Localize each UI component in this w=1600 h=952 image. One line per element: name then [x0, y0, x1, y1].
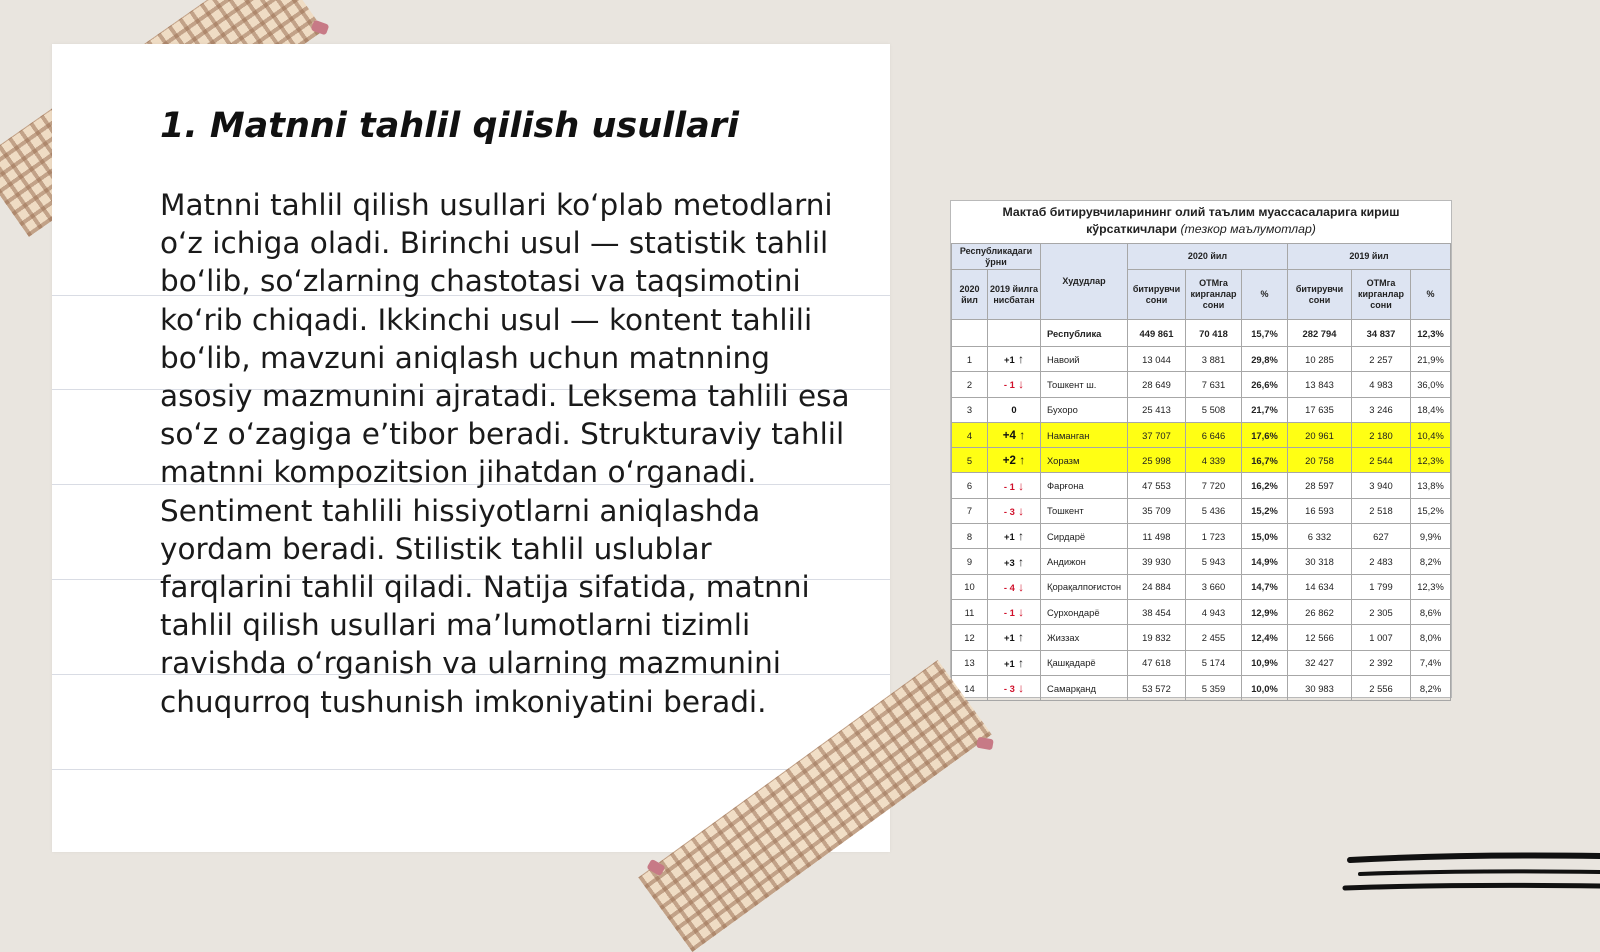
rank-change-value: - 1 [1003, 480, 1015, 492]
rank-change-value: +4 [1002, 430, 1016, 443]
header-admitted-2020: ОТМга кирганлар сони [1186, 270, 1242, 320]
grads-2019-cell: 12 566 [1288, 625, 1352, 650]
grads-2019-cell: 10 285 [1288, 347, 1352, 372]
rank-cell: 11 [952, 599, 988, 624]
arrow-up-icon: ↑ [1015, 453, 1026, 468]
rank-cell: 1 [952, 347, 988, 372]
pct-2019-cell: 9,9% [1411, 524, 1451, 549]
change-cell [988, 397, 1041, 422]
rank-cell: 6 [952, 473, 988, 498]
arrow-up-icon: ↑ [1014, 554, 1025, 569]
rank-change-value: - 1 [1003, 607, 1015, 619]
rank-change-value: +1 [1003, 632, 1015, 644]
grads-2019-cell: 13 843 [1288, 372, 1352, 397]
rank-change-value: +1 [1003, 657, 1015, 669]
pct-2019-cell: 12,3% [1411, 574, 1451, 599]
header-grads-2020: битирувчи сони [1128, 270, 1186, 320]
header-year-2020: 2020 йил [1128, 244, 1288, 270]
admitted-2019-cell: 3 246 [1352, 397, 1411, 422]
pct-2020-cell: 12,9% [1242, 599, 1288, 624]
grads-2019-cell: 6 332 [1288, 524, 1352, 549]
arrow-up-icon: ↑ [1014, 352, 1025, 367]
republic-row [952, 320, 1451, 347]
grads-2020-cell: 28 649 [1128, 372, 1186, 397]
arrow-up-icon: ↑ [1014, 529, 1025, 544]
pct-2019-cell: 8,2% [1411, 549, 1451, 574]
region-cell: Қорақалпоғистон [1041, 574, 1128, 599]
rank-cell: 12 [952, 625, 988, 650]
region-cell: Наманган [1041, 422, 1128, 447]
admitted-2019-cell: 2 257 [1352, 347, 1411, 372]
region-cell: Андижон [1041, 549, 1128, 574]
grads-2019-cell: 32 427 [1288, 650, 1352, 675]
region-cell: Қашқадарё [1041, 650, 1128, 675]
ruled-line [52, 769, 890, 770]
pct-2019-cell: 18,4% [1411, 397, 1451, 422]
republic-p2019: 12,3% [1411, 320, 1451, 347]
grads-2019-cell: 30 983 [1288, 675, 1352, 700]
change-cell [988, 574, 1041, 599]
table-row [952, 524, 1451, 549]
pct-2020-cell: 16,7% [1242, 448, 1288, 473]
admitted-2019-cell: 2 518 [1352, 498, 1411, 523]
region-cell: Самарқанд [1041, 675, 1128, 700]
admitted-2019-cell: 4 983 [1352, 372, 1411, 397]
region-cell: Хоразм [1041, 448, 1128, 473]
arrow-down-icon: ↓ [1014, 605, 1025, 620]
pct-2019-cell: 7,4% [1411, 650, 1451, 675]
admitted-2020-cell: 5 436 [1186, 498, 1242, 523]
grads-2020-cell: 38 454 [1128, 599, 1186, 624]
pct-2019-cell: 12,3% [1411, 448, 1451, 473]
table-title-line1: Мактаб битирувчиларининг олий таълим муассасаларига кириш [1002, 205, 1400, 219]
grads-2020-cell: 47 618 [1128, 650, 1186, 675]
region-cell: Бухоро [1041, 397, 1128, 422]
change-cell [988, 473, 1041, 498]
header-rank-change: 2019 йилга нисбатан [988, 270, 1041, 320]
admitted-2020-cell: 5 508 [1186, 397, 1242, 422]
grads-2019-cell: 16 593 [1288, 498, 1352, 523]
rank-cell: 7 [952, 498, 988, 523]
grads-2020-cell: 37 707 [1128, 422, 1186, 447]
grads-2020-cell: 24 884 [1128, 574, 1186, 599]
table-row [952, 650, 1451, 675]
table-row [952, 448, 1451, 473]
arrow-up-icon: ↑ [1014, 630, 1025, 645]
republic-g2019: 282 794 [1288, 320, 1352, 347]
pct-2020-cell: 29,8% [1242, 347, 1288, 372]
admitted-2020-cell: 7 720 [1186, 473, 1242, 498]
rank-change-value: +1 [1003, 531, 1015, 543]
admitted-2020-cell: 5 359 [1186, 675, 1242, 700]
header-rank-group: Республикадаги ўрни [952, 244, 1041, 270]
table-row [952, 599, 1451, 624]
rank-change-value: 0 [1011, 404, 1017, 416]
header-rank-2020: 2020 йил [952, 270, 988, 320]
brush-strokes-decoration [1340, 840, 1600, 900]
header-grads-2019: битирувчи сони [1288, 270, 1352, 320]
change-cell [988, 524, 1041, 549]
republic-a2019: 34 837 [1352, 320, 1411, 347]
table-title-line2: кўрсаткичлари [1086, 222, 1178, 236]
republic-g2020: 449 861 [1128, 320, 1186, 347]
arrow-down-icon: ↓ [1014, 478, 1025, 493]
grads-2019-cell: 17 635 [1288, 397, 1352, 422]
admitted-2020-cell: 3 881 [1186, 347, 1242, 372]
admitted-2019-cell: 2 556 [1352, 675, 1411, 700]
rank-change-value: +2 [1002, 455, 1016, 468]
rank-cell: 2 [952, 372, 988, 397]
pct-2019-cell: 8,0% [1411, 625, 1451, 650]
region-cell: Тошкент ш. [1041, 372, 1128, 397]
change-cell [988, 625, 1041, 650]
pct-2019-cell: 21,9% [1411, 347, 1451, 372]
admitted-2020-cell: 7 631 [1186, 372, 1242, 397]
slide-body-text: Matnni tahlil qilish usullari ko‘plab metodlarni o‘z ichiga oladi. Birinchi usul — statistik tahlil bo‘lib, so‘zlarning chastotasi va taqsimotini ko‘rib chiqadi. Ikkinchi usul — kontent tahlili bo‘lib, mavzuni aniqlash uchun matnning asosiy mazmunini ajratadi. Leksema tahlili esa so‘z o‘zagiga e’tibor beradi. Strukturaviy tahlil matnni kompozitsion jihatdan o‘rganadi. Sentiment tahlili hissiyotlarni aniqlashda yordam beradi. Stilistik tahlil uslublar farqlarini tahlil qiladi. Natija sifatida, matnni tahlil qilish usullari ma’lumotlarni tizimli ravishda o‘rganish va ularning mazmunini chuqurroq tushunish imkoniyatini beradi. [160, 188, 850, 719]
rank-change-value: - 3 [1003, 505, 1015, 517]
grads-2020-cell: 11 498 [1128, 524, 1186, 549]
arrow-up-icon: ↑ [1015, 428, 1026, 443]
rank-cell: 4 [952, 422, 988, 447]
pct-2020-cell: 21,7% [1242, 397, 1288, 422]
region-cell: Тошкент [1041, 498, 1128, 523]
admitted-2019-cell: 3 940 [1352, 473, 1411, 498]
grads-2019-cell: 26 862 [1288, 599, 1352, 624]
change-cell [988, 347, 1041, 372]
admitted-2020-cell: 1 723 [1186, 524, 1242, 549]
arrow-down-icon: ↓ [1014, 579, 1025, 594]
rank-change-value: +3 [1003, 556, 1015, 568]
pct-2020-cell: 15,0% [1242, 524, 1288, 549]
grads-2020-cell: 35 709 [1128, 498, 1186, 523]
rank-change-value: - 1 [1003, 379, 1015, 391]
arrow-down-icon: ↓ [1014, 503, 1025, 518]
admitted-2019-cell: 1 007 [1352, 625, 1411, 650]
admissions-table [950, 200, 1452, 698]
change-cell [988, 675, 1041, 700]
arrow-up-icon: ↑ [1014, 655, 1025, 670]
grads-2020-cell: 13 044 [1128, 347, 1186, 372]
table-row [952, 675, 1451, 700]
pct-2019-cell: 10,4% [1411, 422, 1451, 447]
table-row [952, 549, 1451, 574]
admitted-2020-cell: 6 646 [1186, 422, 1242, 447]
admitted-2020-cell: 3 660 [1186, 574, 1242, 599]
admitted-2020-cell: 5 174 [1186, 650, 1242, 675]
header-pct-2019: % [1411, 270, 1451, 320]
change-cell [988, 372, 1041, 397]
table-row [952, 473, 1451, 498]
admitted-2019-cell: 2 544 [1352, 448, 1411, 473]
admitted-2020-cell: 5 943 [1186, 549, 1242, 574]
admitted-2019-cell: 2 305 [1352, 599, 1411, 624]
admitted-2019-cell: 2 392 [1352, 650, 1411, 675]
change-cell [988, 549, 1041, 574]
admitted-2019-cell: 627 [1352, 524, 1411, 549]
admitted-2020-cell: 2 455 [1186, 625, 1242, 650]
grads-2020-cell: 53 572 [1128, 675, 1186, 700]
tape-tip-decoration [976, 737, 994, 751]
admitted-2019-cell: 2 180 [1352, 422, 1411, 447]
pct-2020-cell: 15,2% [1242, 498, 1288, 523]
header-pct-2020: % [1242, 270, 1288, 320]
table-row [952, 372, 1451, 397]
rank-cell: 9 [952, 549, 988, 574]
rank-change-value: +1 [1003, 354, 1015, 366]
table-row [952, 574, 1451, 599]
arrow-down-icon: ↓ [1014, 681, 1025, 695]
region-cell: Сирдарё [1041, 524, 1128, 549]
grads-2020-cell: 47 553 [1128, 473, 1186, 498]
pct-2019-cell: 13,8% [1411, 473, 1451, 498]
change-cell [988, 599, 1041, 624]
table-row [952, 625, 1451, 650]
rank-cell: 14 [952, 675, 988, 700]
region-cell: Сурхондарё [1041, 599, 1128, 624]
header-region: Худудлар [1041, 244, 1128, 320]
grads-2020-cell: 19 832 [1128, 625, 1186, 650]
rank-cell: 10 [952, 574, 988, 599]
grads-2019-cell: 20 961 [1288, 422, 1352, 447]
change-cell [988, 650, 1041, 675]
table-row [952, 422, 1451, 447]
admitted-2020-cell: 4 339 [1186, 448, 1242, 473]
rank-cell: 3 [952, 397, 988, 422]
table-title [951, 201, 1451, 243]
region-cell: Навоий [1041, 347, 1128, 372]
pct-2020-cell: 16,2% [1242, 473, 1288, 498]
pct-2020-cell: 12,4% [1242, 625, 1288, 650]
grads-2020-cell: 25 998 [1128, 448, 1186, 473]
rank-cell: 5 [952, 448, 988, 473]
pct-2019-cell: 8,2% [1411, 675, 1451, 700]
pct-2020-cell: 14,7% [1242, 574, 1288, 599]
slide-title: 1. Matnni tahlil qilish usullari [160, 106, 739, 146]
pct-2020-cell: 10,0% [1242, 675, 1288, 700]
pct-2019-cell: 36,0% [1411, 372, 1451, 397]
rank-change-value: - 3 [1003, 683, 1015, 694]
region-cell: Жиззах [1041, 625, 1128, 650]
pct-2020-cell: 14,9% [1242, 549, 1288, 574]
pct-2020-cell: 10,9% [1242, 650, 1288, 675]
table-title-note: (тезкор маълумотлар) [1180, 222, 1316, 236]
grads-2020-cell: 39 930 [1128, 549, 1186, 574]
grads-2019-cell: 14 634 [1288, 574, 1352, 599]
admitted-2019-cell: 2 483 [1352, 549, 1411, 574]
region-cell: Фарғона [1041, 473, 1128, 498]
pct-2019-cell: 8,6% [1411, 599, 1451, 624]
republic-name: Республика [1041, 320, 1128, 347]
change-cell [988, 422, 1041, 447]
republic-a2020: 70 418 [1186, 320, 1242, 347]
grads-2019-cell: 28 597 [1288, 473, 1352, 498]
pct-2020-cell: 17,6% [1242, 422, 1288, 447]
grads-2019-cell: 20 758 [1288, 448, 1352, 473]
rank-change-value: - 4 [1003, 581, 1015, 593]
table-row [952, 397, 1451, 422]
change-cell [988, 498, 1041, 523]
pct-2020-cell: 26,6% [1242, 372, 1288, 397]
grads-2019-cell: 30 318 [1288, 549, 1352, 574]
rank-cell: 13 [952, 650, 988, 675]
republic-p2020: 15,7% [1242, 320, 1288, 347]
table-row [952, 347, 1451, 372]
header-admitted-2019: ОТМга кирганлар сони [1352, 270, 1411, 320]
rank-cell: 8 [952, 524, 988, 549]
data-table [951, 243, 1451, 701]
change-cell [988, 448, 1041, 473]
header-year-2019: 2019 йил [1288, 244, 1451, 270]
table-row [952, 498, 1451, 523]
admitted-2020-cell: 4 943 [1186, 599, 1242, 624]
grads-2020-cell: 25 413 [1128, 397, 1186, 422]
pct-2019-cell: 15,2% [1411, 498, 1451, 523]
admitted-2019-cell: 1 799 [1352, 574, 1411, 599]
arrow-down-icon: ↓ [1014, 377, 1025, 392]
